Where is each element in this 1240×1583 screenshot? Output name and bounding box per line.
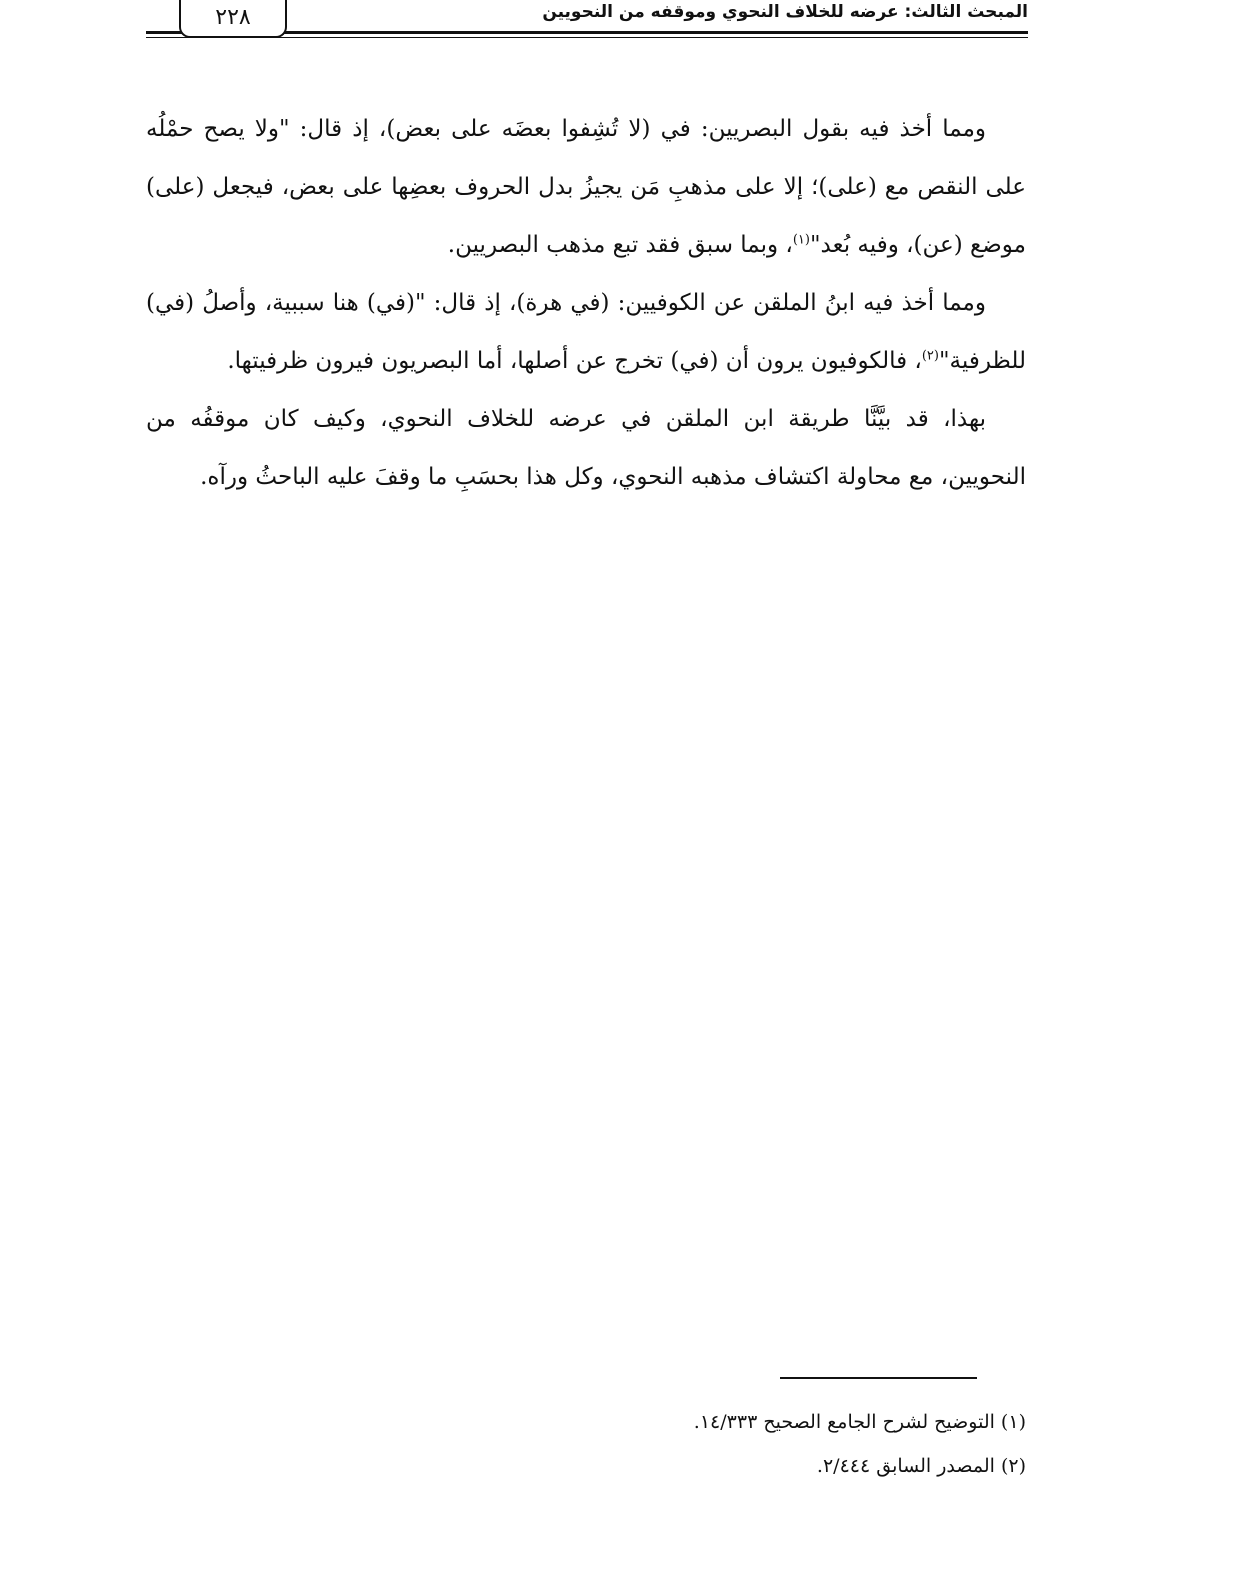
footnote-ref-1: (١) (792, 232, 810, 248)
paragraph-1-tail: ، وبما سبق فقد تبع مذهب البصريين. (447, 232, 793, 258)
page-header (146, 0, 1028, 42)
paragraph-2 (146, 274, 1026, 390)
body-text (146, 100, 1026, 506)
running-title-rest: : عرضه للخلاف النحوي وموقفه من النحويين (542, 2, 912, 22)
running-title-lead: المبحث الثالث (911, 2, 1028, 22)
running-title (542, 2, 1028, 22)
footnote-ref-2: (٢) (921, 348, 939, 364)
paragraph-2-tail: ، فالكوفيون يرون أن (في) تخرج عن أصلها، أما البصريون فيرون ظرفيتها. (227, 348, 922, 374)
paragraph-1-text: ومما أخذ فيه بقول البصريين: في (لا تُشِفوا بعضَه على بعض)، إذ قال: "ولا يصح حمْلُه على النقص مع (على)؛ إلا على مذهبِ مَن يجيزُ بدل الحروف بعضِها على بعض، فيجعل (على) موضع (عن)، وفيه بُعد" (146, 116, 1026, 258)
page-number: ٢٢٨ (179, 0, 287, 38)
paragraph-1 (146, 100, 1026, 274)
paragraph-3-text: بهذا، قد بيَّنَّا طريقة ابن الملقن في عرضه للخلاف النحوي، وكيف كان موقفُه من النحويين، مع محاولة اكتشاف مذهبه النحوي، وكل هذا بحسَبِ ما وقفَ عليه الباحثُ ورآه. (146, 406, 1026, 490)
footnote-1: (١) التوضيح لشرح الجامع الصحيح ١٤/٣٣٣. (693, 1411, 1026, 1433)
paragraph-3 (146, 390, 1026, 506)
footnote-2: (٢) المصدر السابق ٢/٤٤٤. (816, 1455, 1026, 1477)
footnotes (146, 1400, 1026, 1488)
paragraph-2-text: ومما أخذ فيه ابنُ الملقن عن الكوفيين: (في هرة)، إذ قال: "(في) هنا سببية، وأصلُ (في) للظرفية" (146, 290, 1026, 374)
footnote-separator (780, 1377, 977, 1379)
